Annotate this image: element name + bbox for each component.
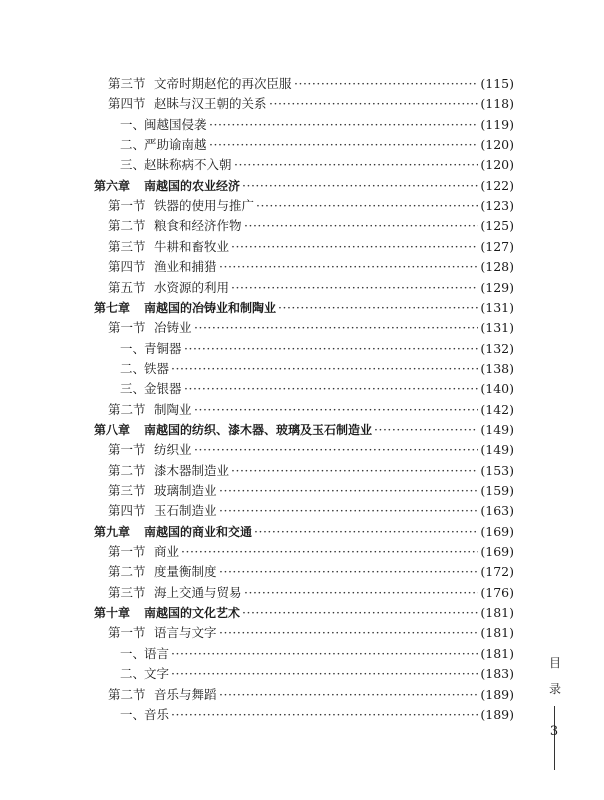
toc-entry-sub xyxy=(0,115,604,135)
toc-leader-dots xyxy=(219,623,478,643)
toc-entry-title: 纺织业 xyxy=(154,442,192,458)
toc-leader-dots xyxy=(231,237,478,257)
toc-entry-title: 牛耕和畜牧业 xyxy=(154,238,230,254)
toc-entry-label: 第一节 xyxy=(108,625,146,641)
toc-entry-section xyxy=(0,440,604,460)
toc-entry-section xyxy=(0,257,604,277)
toc-entry-page: (181) xyxy=(480,605,514,621)
toc-entry-label: 第四节 xyxy=(108,259,146,275)
toc-leader-dots xyxy=(254,522,478,542)
toc-entry-page: (131) xyxy=(480,299,514,315)
toc-entry-page: (169) xyxy=(480,544,514,560)
toc-entry-page: (153) xyxy=(480,462,514,478)
toc-entry-page: (132) xyxy=(480,340,514,356)
page-number: 3 xyxy=(549,724,559,739)
toc-entry-label: 第三节 xyxy=(108,483,146,498)
toc-entry-sub xyxy=(0,664,604,684)
toc-leader-dots xyxy=(219,257,478,277)
toc-entry-title: 制陶业 xyxy=(154,401,192,417)
toc-leader-dots xyxy=(171,664,478,684)
toc-entry-label: 第三节 xyxy=(108,238,146,254)
toc-entry-page: (163) xyxy=(480,503,514,519)
toc-entry-title: 粮食和经济作物 xyxy=(154,218,242,234)
toc-entry-label: 第一节 xyxy=(108,198,146,214)
toc-entry-title: 南越国的纺织、漆木器、玻璃及玉石制造业 xyxy=(144,422,373,437)
toc-entry-page: (176) xyxy=(480,584,514,600)
toc-entry-label: 一、 xyxy=(120,706,146,722)
toc-entry-title: 音乐 xyxy=(144,706,170,722)
toc-entry-title: 闽越国侵袭 xyxy=(144,116,207,132)
toc-entry-title: 水资源的利用 xyxy=(154,279,230,295)
toc-entry-title: 南越国的商业和交通 xyxy=(144,524,253,539)
toc-leader-dots xyxy=(219,562,478,582)
toc-entry-label: 一、 xyxy=(120,340,146,356)
running-header-char-2: 录 xyxy=(548,682,561,696)
toc-leader-dots xyxy=(234,155,478,175)
toc-entry-title: 文帝时期赵佗的再次臣服 xyxy=(154,76,292,91)
toc-entry-page: (140) xyxy=(480,381,514,397)
toc-leader-dots xyxy=(171,705,478,725)
toc-leader-dots xyxy=(194,400,478,420)
toc-entry-label: 第三节 xyxy=(108,76,146,91)
toc-entry-page: (120) xyxy=(480,137,514,153)
toc-leader-dots xyxy=(256,196,478,216)
toc-entry-page: (181) xyxy=(480,645,514,661)
toc-entry-label: 第四节 xyxy=(108,96,146,112)
toc-entry-label: 第七章 xyxy=(94,300,131,315)
toc-entry-sub xyxy=(0,379,604,399)
toc-entry-page: (159) xyxy=(480,483,514,498)
toc-leader-dots xyxy=(209,135,478,155)
toc-leader-dots xyxy=(184,379,478,399)
toc-leader-dots xyxy=(219,501,478,521)
toc-entry-label: 三、 xyxy=(120,381,146,397)
toc-entry-label: 第二节 xyxy=(108,218,146,234)
toc-entry-label: 第九章 xyxy=(94,524,131,539)
toc-leader-dots xyxy=(374,420,478,440)
toc-entry-title: 赵眛称病不入朝 xyxy=(144,157,232,173)
running-header-char-1: 目 xyxy=(548,656,561,670)
toc-entry-title: 语言 xyxy=(144,645,170,661)
toc-entry-page: (142) xyxy=(480,401,514,417)
toc-entry-label: 第三节 xyxy=(108,584,146,600)
toc-entry-title: 赵眛与汉王朝的关系 xyxy=(154,96,267,112)
toc-entry-label: 第五节 xyxy=(108,279,146,295)
toc-leader-dots xyxy=(294,74,478,94)
toc-leader-dots xyxy=(194,318,478,338)
toc-entry-page: (131) xyxy=(480,320,514,336)
toc-entry-page: (128) xyxy=(480,259,514,275)
toc-leader-dots xyxy=(219,685,478,705)
toc-entry-page: (120) xyxy=(480,157,514,173)
toc-leader-dots xyxy=(244,216,478,236)
toc-entry-title: 渔业和捕猎 xyxy=(154,259,217,275)
toc-entry-label: 第一节 xyxy=(108,544,146,560)
toc-entry-chapter xyxy=(0,298,604,318)
toc-entry-section xyxy=(0,583,604,603)
toc-entry-section xyxy=(0,400,604,420)
toc-entry-label: 第六章 xyxy=(94,178,131,193)
toc-entry-page: (181) xyxy=(480,625,514,641)
toc-leader-dots xyxy=(231,461,478,481)
toc-entry-title: 玻璃制造业 xyxy=(154,483,217,498)
toc-entry-sub xyxy=(0,155,604,175)
toc-entry-page: (115) xyxy=(480,76,514,91)
toc-leader-dots xyxy=(242,176,478,196)
toc-entry-page: (119) xyxy=(480,116,514,132)
toc-entry-title: 文字 xyxy=(144,666,170,682)
toc-entry-title: 漆木器制造业 xyxy=(154,462,230,478)
toc-entry-label: 二、 xyxy=(120,360,146,376)
toc-entry-label: 第二节 xyxy=(108,564,146,580)
toc-entry-sub xyxy=(0,135,604,155)
toc-entry-title: 铁器的使用与推广 xyxy=(154,198,255,214)
toc-entry-title: 语言与文字 xyxy=(154,625,217,641)
toc-entry-label: 一、 xyxy=(120,116,146,132)
toc-entry-title: 严助谕南越 xyxy=(144,137,207,153)
toc-entry-page: (169) xyxy=(480,523,514,539)
toc-leader-dots xyxy=(171,644,478,664)
toc-entry-title: 冶铸业 xyxy=(154,320,192,336)
toc-entry-title: 南越国的冶铸业和制陶业 xyxy=(144,300,277,315)
toc-entry-label: 三、 xyxy=(120,157,146,173)
toc-entry-label: 第二节 xyxy=(108,401,146,417)
toc-entry-section xyxy=(0,94,604,114)
toc-entry-title: 青铜器 xyxy=(144,340,182,356)
toc-entry-chapter xyxy=(0,603,604,623)
toc-entry-page: (183) xyxy=(480,666,514,682)
toc-entry-section xyxy=(0,685,604,705)
toc-entry-page: (127) xyxy=(480,238,514,254)
toc-entry-chapter xyxy=(0,176,604,196)
toc-entry-section xyxy=(0,237,604,257)
toc-entry-label: 第十章 xyxy=(94,606,131,621)
toc-entry-page: (149) xyxy=(480,421,514,437)
toc-entry-section xyxy=(0,461,604,481)
toc-leader-dots xyxy=(184,339,478,359)
toc-leader-dots xyxy=(209,115,478,135)
toc-entry-title: 南越国的农业经济 xyxy=(144,178,241,193)
toc-entry-label: 第一节 xyxy=(108,320,146,336)
toc-entry-title: 铁器 xyxy=(144,360,170,376)
toc-entry-page: (118) xyxy=(480,96,514,112)
toc-entry-title: 玉石制造业 xyxy=(154,503,217,519)
toc-entry-label: 第二节 xyxy=(108,462,146,478)
toc-entry-section xyxy=(0,623,604,643)
toc-entry-title: 度量衡制度 xyxy=(154,564,217,580)
toc-leader-dots xyxy=(181,542,478,562)
toc-entry-sub xyxy=(0,705,604,725)
toc-leader-dots xyxy=(219,481,478,501)
toc-entry-label: 一、 xyxy=(120,645,146,661)
toc-entry-section xyxy=(0,481,604,501)
toc-entry-page: (172) xyxy=(480,564,514,580)
toc-entry-label: 第四节 xyxy=(108,503,146,519)
toc-entry-section xyxy=(0,501,604,521)
toc-leader-dots xyxy=(231,278,478,298)
toc-entry-sub xyxy=(0,359,604,379)
toc-leader-dots xyxy=(278,298,478,318)
toc-leader-dots xyxy=(242,603,478,623)
toc-entry-section xyxy=(0,216,604,236)
toc-entry-section xyxy=(0,278,604,298)
toc-entry-title: 南越国的文化艺术 xyxy=(144,606,241,621)
toc-entry-page: (125) xyxy=(480,218,514,234)
toc-entry-page: (138) xyxy=(480,360,514,376)
toc-entry-page: (129) xyxy=(480,279,514,295)
toc-entry-label: 第八章 xyxy=(94,422,131,437)
toc-entry-title: 金银器 xyxy=(144,381,182,397)
toc-entry-label: 二、 xyxy=(120,137,146,153)
toc-entry-label: 第二节 xyxy=(108,686,146,702)
toc-entry-chapter xyxy=(0,420,604,440)
toc-entry-label: 二、 xyxy=(120,666,146,682)
toc-leader-dots xyxy=(244,583,478,603)
toc-entry-page: (189) xyxy=(480,686,514,702)
toc-entry-label: 第一节 xyxy=(108,442,146,458)
toc-entry-page: (122) xyxy=(480,177,514,193)
toc-leader-dots xyxy=(194,440,478,460)
toc-entry-page: (123) xyxy=(480,198,514,214)
toc-entry-title: 音乐与舞蹈 xyxy=(154,686,217,702)
toc-entry-section xyxy=(0,318,604,338)
toc-leader-dots xyxy=(269,94,478,114)
toc-entry-sub xyxy=(0,339,604,359)
toc-leader-dots xyxy=(171,359,478,379)
toc-entry-section xyxy=(0,196,604,216)
toc-entry-page: (189) xyxy=(480,706,514,722)
toc-entry-section xyxy=(0,542,604,562)
toc-entry-chapter xyxy=(0,522,604,542)
toc-entry-page: (149) xyxy=(480,442,514,458)
toc-entry-section xyxy=(0,74,604,94)
toc-entry-title: 海上交通与贸易 xyxy=(154,584,242,600)
toc-entry-sub xyxy=(0,644,604,664)
toc-entry-section xyxy=(0,562,604,582)
toc-entry-title: 商业 xyxy=(154,544,180,560)
